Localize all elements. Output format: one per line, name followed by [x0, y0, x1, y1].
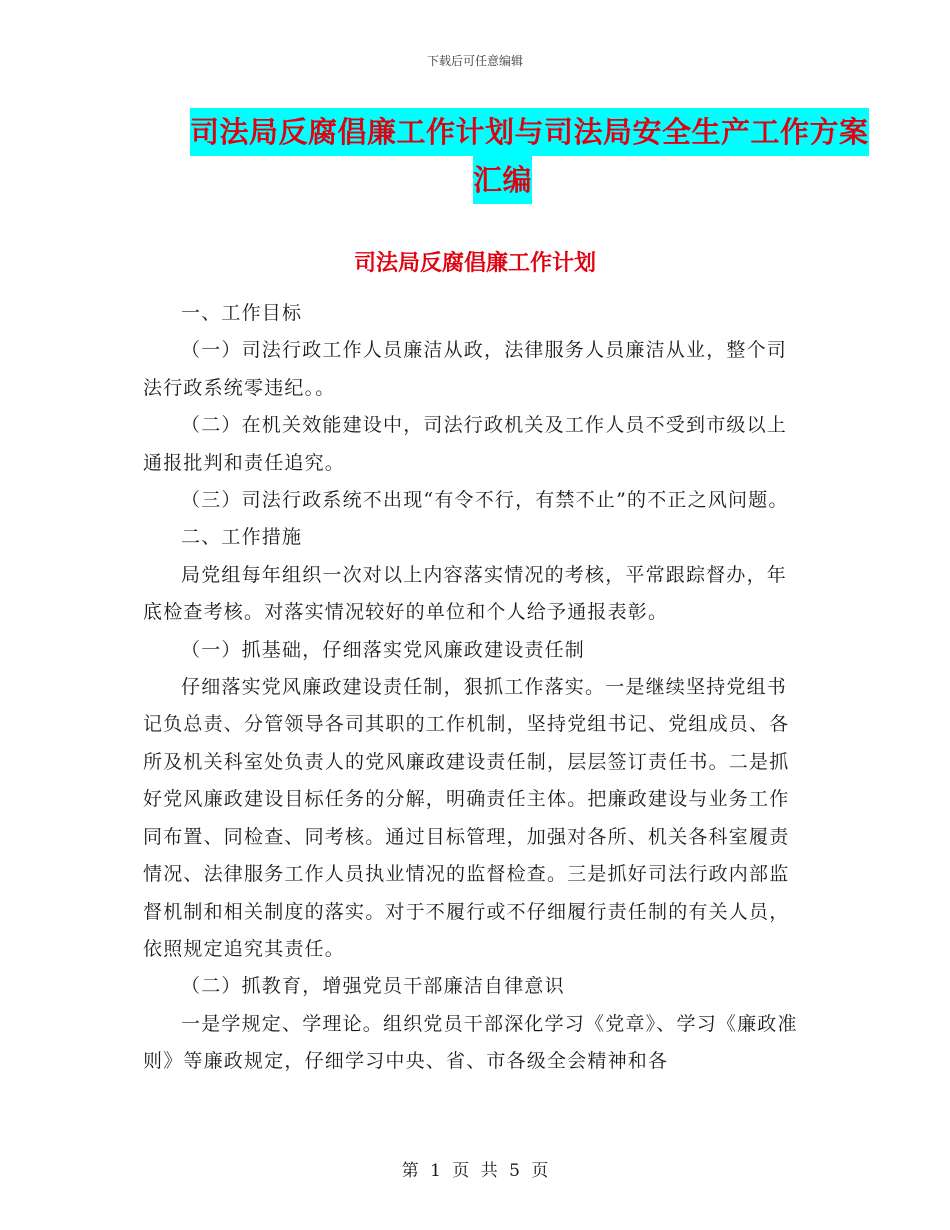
page-footer: 第 1 页 共 5 页	[401, 1161, 549, 1181]
document-title-line-2: 汇编	[473, 156, 532, 204]
paragraph: 仔细落实党风廉政建设责任制，狠抓工作落实。一是继续坚持党组书记负总责、分管领导各司其职的工作机制，坚持党组书记、党组成员、各所及机关科室处负责人的党风廉政建设责任制，层层签订责任书。二是抓好党风廉政建设目标任务的分解，明确责任主体。把廉政建设与业务工作同布置、同检查、同考核。通过目标管理，加强对各所、机关各科室履责情况、法律服务工作人员执业情况的监督检查。三是抓好司法行政内部监督机制和相关制度的落实。对于不履行或不仔细履行责任制的有关人员，依照规定追究其责任。	[143, 676, 790, 960]
paragraph: （二）在机关效能建设中，司法行政机关及工作人员不受到市级以上通报批判和责任追究。	[143, 414, 788, 474]
paragraph: 局党组每年组织一次对以上内容落实情况的考核，平常跟踪督办，年底检查考核。对落实情况较好的单位和个人给予通报表彰。	[143, 563, 788, 624]
document-title	[190, 108, 869, 204]
paragraph: 二、工作措施	[181, 526, 303, 549]
paragraph: （三）司法行政系统不出现“有令不行，有禁不止”的不正之风问题。	[181, 489, 789, 512]
document-title-line-1: 司法局反腐倡廉工作计划与司法局安全生产工作方案	[190, 108, 869, 156]
body-text	[143, 295, 803, 1081]
paragraph: 一、工作目标	[181, 302, 303, 324]
paragraph: 一是学规定、学理论。组织党员干部深化学习《党章》、学习《廉政准则》等廉政规定，仔细学习中央、省、市各级全会精神和各	[143, 1012, 798, 1073]
section-title: 司法局反腐倡廉工作计划	[353, 251, 596, 276]
paragraph: （一）抓基础，仔细落实党风廉政建设责任制	[181, 638, 586, 661]
header-note: 下载后可任意编辑	[426, 54, 523, 68]
paragraph: （一）司法行政工作人员廉洁从政，法律服务人员廉洁从业，整个司法行政系统零违纪。。	[143, 339, 788, 399]
paragraph: （二）抓教育，增强党员干部廉洁自律意识	[181, 975, 565, 998]
